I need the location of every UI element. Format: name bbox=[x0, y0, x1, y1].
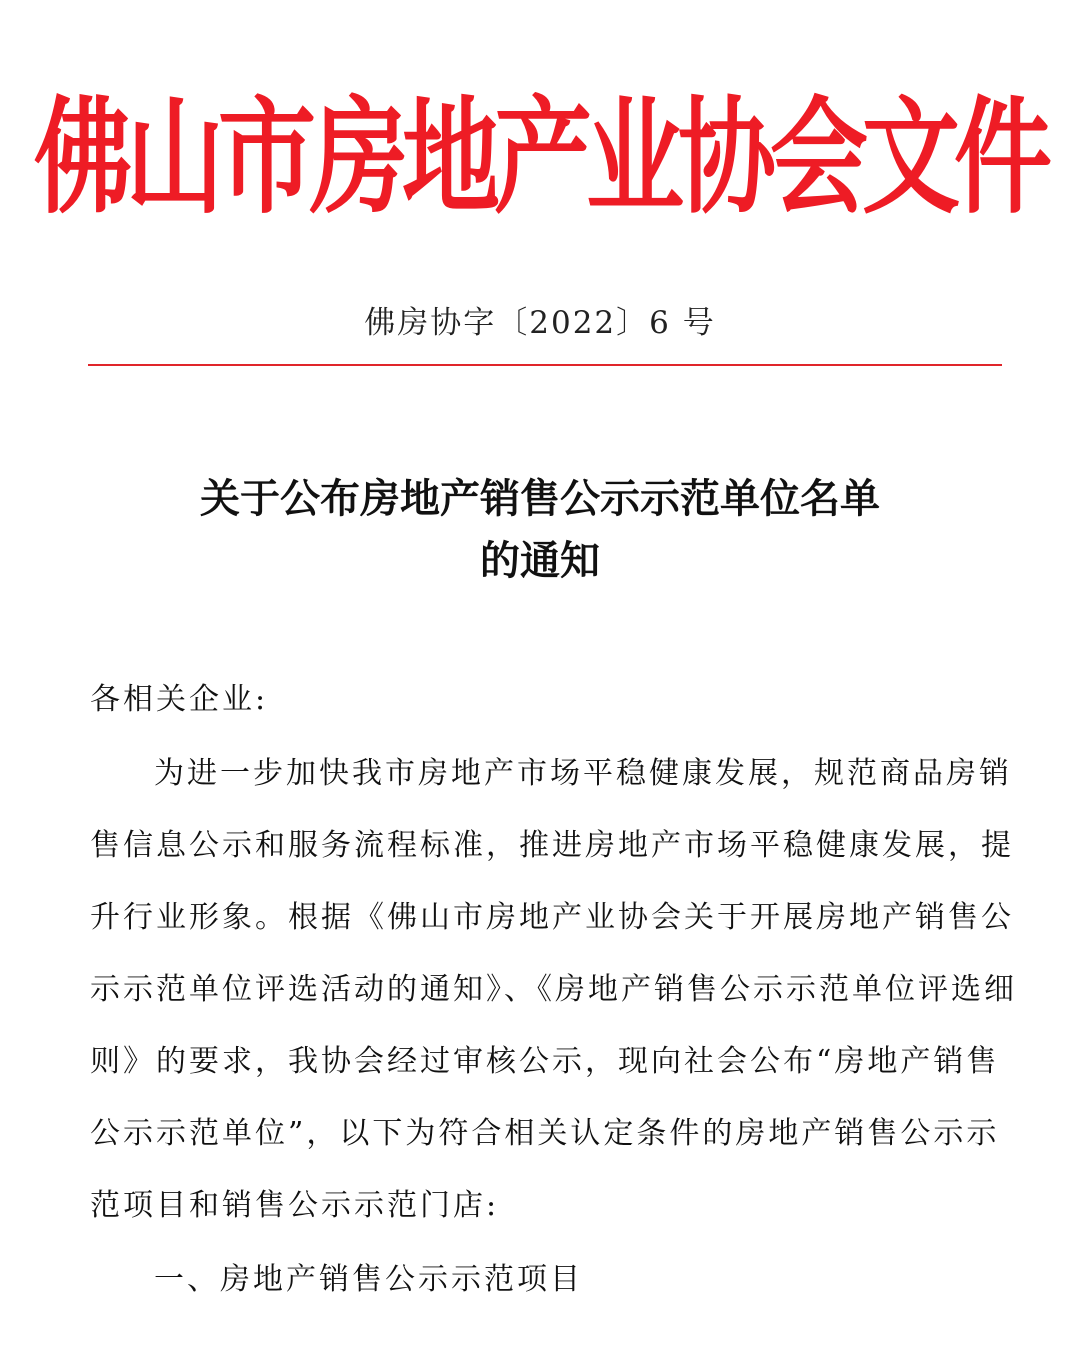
body-paragraph bbox=[90, 748, 1017, 1252]
body-line: 售信息公示和服务流程标准，推进房地产市场平稳健康发展，提 bbox=[90, 828, 1014, 863]
section-heading: 一、房地产销售公示示范项目 bbox=[154, 1262, 583, 1297]
notice-title-line-2: 的通知 bbox=[480, 538, 600, 584]
body-line: 为进一步加快我市房地产市场平稳健康发展，规范商品房销 bbox=[154, 756, 1012, 791]
body-line: 范项目和销售公示示范门店: bbox=[90, 1188, 500, 1223]
notice-title bbox=[90, 468, 990, 592]
red-divider-rule bbox=[88, 364, 1002, 366]
body-line: 示示范单位评选活动的通知》、《房地产销售公示示范单位评选细 bbox=[90, 972, 1017, 1007]
body-line: 公示示范单位”，以下为符合相关认定条件的房地产销售公示示 bbox=[90, 1116, 1000, 1151]
body-line: 升行业形象。根据《佛山市房地产业协会关于开展房地产销售公 bbox=[90, 900, 1014, 935]
masthead-title: 佛山市房地产业协会文件 bbox=[34, 84, 1047, 231]
salutation: 各相关企业: bbox=[90, 682, 269, 717]
notice-title-line-1: 关于公布房地产销售公示示范单位名单 bbox=[200, 476, 880, 522]
body-line: 则》的要求，我协会经过审核公示，现向社会公布“房地产销售 bbox=[90, 1044, 1000, 1079]
document-number: 佛房协字〔2022〕6 号 bbox=[364, 305, 716, 341]
